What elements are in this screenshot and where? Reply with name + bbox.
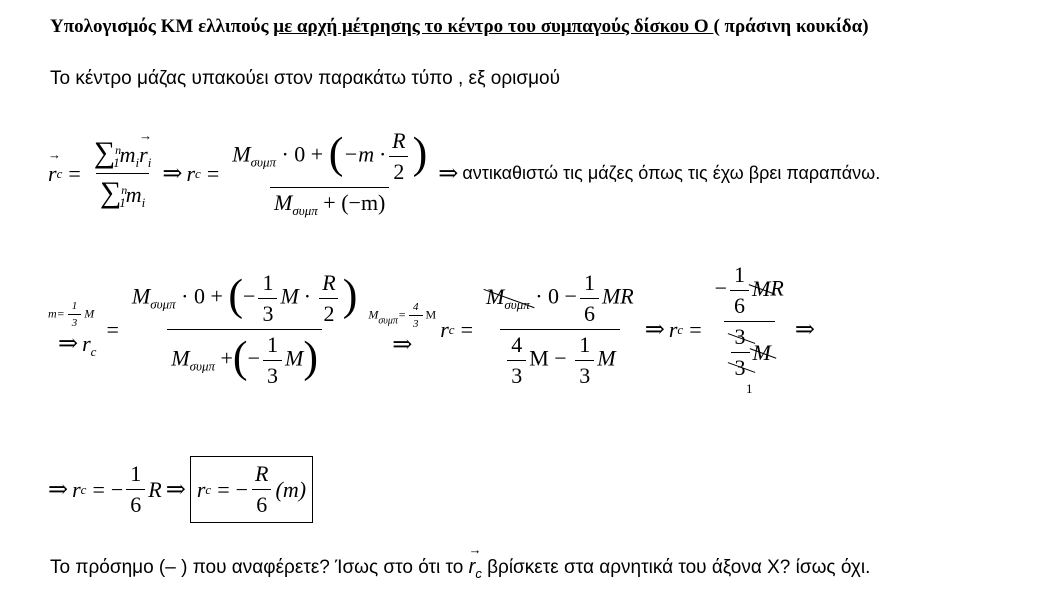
rc-vector: → r <box>48 161 57 187</box>
definition-fraction: $\frac{\sum^n_1m_i\to r_i}{\sum^n_1m_i}$ <box>90 136 156 211</box>
implies-arrow: ⇒ <box>162 161 183 187</box>
fraction-step-1: $M_{\sigma\upsilon\mu\pi} \cdot 0$ + (− $\frac{1}{3}$ M · $\frac{R}{2}$ ) $M_{\sigma\upsilon\mu\pi}$ +(− $\frac{1}{3}$ M) <box>131 270 358 388</box>
implies-arrow: ⇒ <box>438 161 459 187</box>
mass-condition: m= $\frac{1}{3}$ M ⇒ $r_c$ <box>48 299 97 359</box>
title-part-3: ( πράσινη κουκίδα) <box>713 16 869 37</box>
fraction-step-2: $M_{\sigma\upsilon\mu\pi} \cdot 0$ − $\frac{1}{6}$ MR $\frac{4}{3}$ M − $\frac{1}{3}$ M <box>485 270 634 388</box>
substitution-comment: αντικαθιστώ τις μάζες όπως τις έχω βρει παραπάνω. <box>462 163 881 183</box>
final-result-box: r c = − $\frac{R}{6}$ (m) <box>190 456 313 523</box>
title-part-1: Υπολογισμός ΚΜ ελλιπούς <box>50 16 274 37</box>
rc-subscript: c <box>56 165 63 181</box>
fraction-step-3: − $\frac{1}{6}$ MR $\frac{3}{3}$ M 1 <box>714 262 784 396</box>
equation-result: ⇒ r c = − $\frac{1}{6}$ R ⇒ r c = − $\frac{R}{6}$ (m) <box>48 456 313 523</box>
equation-substitution: m= $\frac{1}{3}$ M ⇒ $r_c$ = $M_{\sigma\upsilon\mu\pi} \cdot 0$ + (− $\frac{1}{3}$ M · $\frac{R}{2}$ ) $M_{\sigma\upsilon\mu\pi}$ +(− $\frac{1}{3}$ M) $M_{\sigma\upsilon\mu\pi}=$ $\frac{4}{3}$ M ⇒ r c = $M_{\sigma\upsilon\mu\pi} \cdot 0$ − $\frac{1}{6}$ MR $\frac{4}{3}$ M − $\frac{1}{3}$ M ⇒ r c = − $\frac{1}{6}$ MR $\frac{3}{3}$ M 1 ⇒ <box>48 262 815 396</box>
page-title <box>50 16 869 38</box>
intro-text: Το κέντρο μάζας υπακούει στον παρακάτω τύπο , εξ ορισμού <box>50 68 561 89</box>
substitution-fraction: $M_{\sigma\upsilon\mu\pi} \cdot 0 + (-m$ · $\frac{R}{2}$ ) $M_{\sigma\upsilon\mu\pi} + (-m)$ <box>232 128 428 218</box>
equation-definition: → r c = $\frac{\sum^n_1m_i\to r_i}{\sum^n_1m_i}$ ⇒ r c = $M_{\sigma\upsilon\mu\pi} \cdot 0 + (-m$ · $\frac{R}{2}$ ) $M_{\sigma\upsilon\mu\pi} + (-m)$ ⇒ αντικαθιστώ τις μάζες όπως τις έχω βρει παραπάνω. <box>48 128 880 219</box>
msump-condition: $M_{\sigma\upsilon\mu\pi}=$ $\frac{4}{3}$ M ⇒ <box>368 300 437 358</box>
sign-question: Το πρόσημο (– ) που αναφέρετε? Ίσως στο ότι $\tau o \to r_c$ βρίσκετε στα αρνητικά του άξονα Χ? ίσως όχι. <box>50 556 870 581</box>
title-part-2: με αρχή μέτρησης το κέντρο του συμπαγούς δίσκου Ο <box>273 16 714 37</box>
